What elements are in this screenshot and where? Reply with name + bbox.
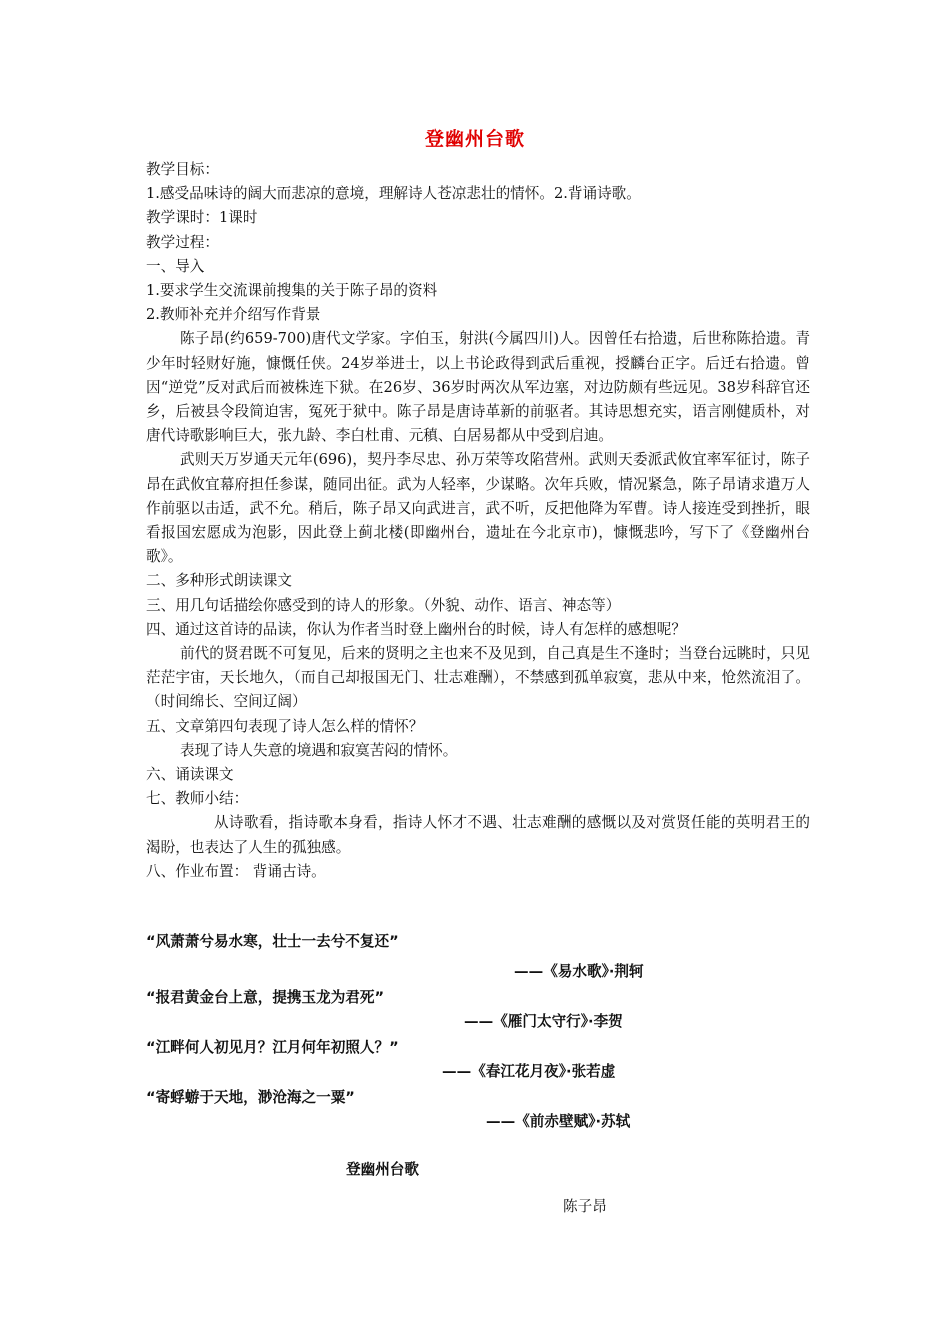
quote-source: ——《春江花月夜》·张若虚 [442, 1063, 616, 1080]
background-paragraph: 陈子昂(约659-700)唐代文学家。字伯玉，射洪(今属四川)人。因曾任右拾遗，后世称陈拾遗。青少年时轻财好施，慷慨任侠。24岁举进士，以上书论政得到武后重视，授麟台正字。后迁右拾遗。曾因“逆党”反对武后而被株连下狱。在26岁、36岁时两次从军边塞，对边防颇有些远见。38岁科辞官还乡，后被县令段简迫害，冤死于狱中。陈子昂是唐诗革新的前驱者。其诗思想充实，语言刚健质朴，对唐代诗歌影响巨大，张九龄、李白杜甫、元稹、白居易都从中受到启迪。 [146, 330, 810, 445]
section-heading: 八、作业布置： 背诵古诗。 [146, 862, 326, 880]
section-heading: 五、文章第四句表现了诗人怎么样的情怀？ [146, 717, 424, 735]
document-title: 登幽州台歌 [424, 128, 525, 150]
lesson-hours: 教学课时：1课时 [146, 209, 258, 227]
quote-text: “报君黄金台上意，提携玉龙为君死” [146, 989, 385, 1006]
poem-title: 登幽州台歌 [346, 1161, 419, 1178]
quote-source: ——《易水歌》·荆轲 [514, 963, 644, 980]
section-heading: 二、多种形式朗读课文 [146, 572, 292, 590]
background-paragraph: 武则天万岁通天元年(696)，契丹李尽忠、孙万荣等攻陷营州。武则天委派武攸宜率军征讨，陈子昂在武攸宜幕府担任参谋，随同出征。武为人轻率，少谋略。次年兵败，情况紧急，陈子昂请求遣万人作前驱以击适，武不允。稍后，陈子昂又向武进言，武不听，反把他降为军曹。诗人接连受到挫折，眼看报国宏愿成为泡影，因此登上蓟北楼(即幽州台，遗址在今北京市)，慷慨悲吟，写下了《登幽州台歌》。 [146, 451, 810, 566]
goal-heading: 教学目标： [146, 161, 219, 178]
section-heading: 一、导入 [146, 257, 205, 275]
quote-source: ——《雁门太守行》·李贺 [464, 1013, 623, 1030]
poem-author: 陈子昂 [563, 1198, 607, 1215]
answer-paragraph: 前代的贤君既不可复见，后来的贤明之主也来不及见到，自己真是生不逢时；当登台远眺时，只见茫茫宇宙，天长地久，（而自己却报国无门、壮志难酬），不禁感到孤单寂寞，悲从中来，怆然流泪了。（时间绵长、空间辽阔） [146, 645, 810, 711]
summary-paragraph: 从诗歌看，指诗歌本身看，指诗人怀才不遇、壮志难酬的感慨以及对赏贤任能的英明君王的渴盼，也表达了人生的孤独感。 [146, 814, 810, 856]
answer-paragraph: 表现了诗人失意的境遇和寂寞苦闷的情怀。 [180, 741, 458, 759]
goal-item: 1.感受品味诗的阔大而悲凉的意境，理解诗人苍凉悲壮的情怀。2.背诵诗歌。 [146, 185, 641, 203]
section-heading: 七、教师小结： [146, 790, 249, 808]
section-heading: 六、诵读课文 [146, 766, 234, 784]
quote-source: ——《前赤壁赋》·苏轼 [486, 1113, 631, 1130]
section-heading: 三、用几句话描绘你感受到的诗人的形象。（外貌、动作、语言、神态等） [146, 596, 621, 614]
section-heading: 四、通过这首诗的品读，你认为作者当时登上幽州台的时候，诗人有怎样的感想呢？ [146, 620, 686, 638]
quote-text: “寄蜉蝣于天地，渺沧海之一粟” [146, 1089, 355, 1106]
section-step: 1.要求学生交流课前搜集的关于陈子昂的资料 [146, 282, 438, 300]
process-heading: 教学过程： [146, 233, 219, 251]
section-step: 2.教师补充并介绍写作背景 [146, 306, 321, 324]
lesson-body [146, 158, 810, 884]
quote-text: “江畔何人初见月？江月何年初照人？” [146, 1039, 399, 1056]
quote-text: “风萧萧兮易水寒，壮士一去兮不复还” [146, 933, 399, 950]
